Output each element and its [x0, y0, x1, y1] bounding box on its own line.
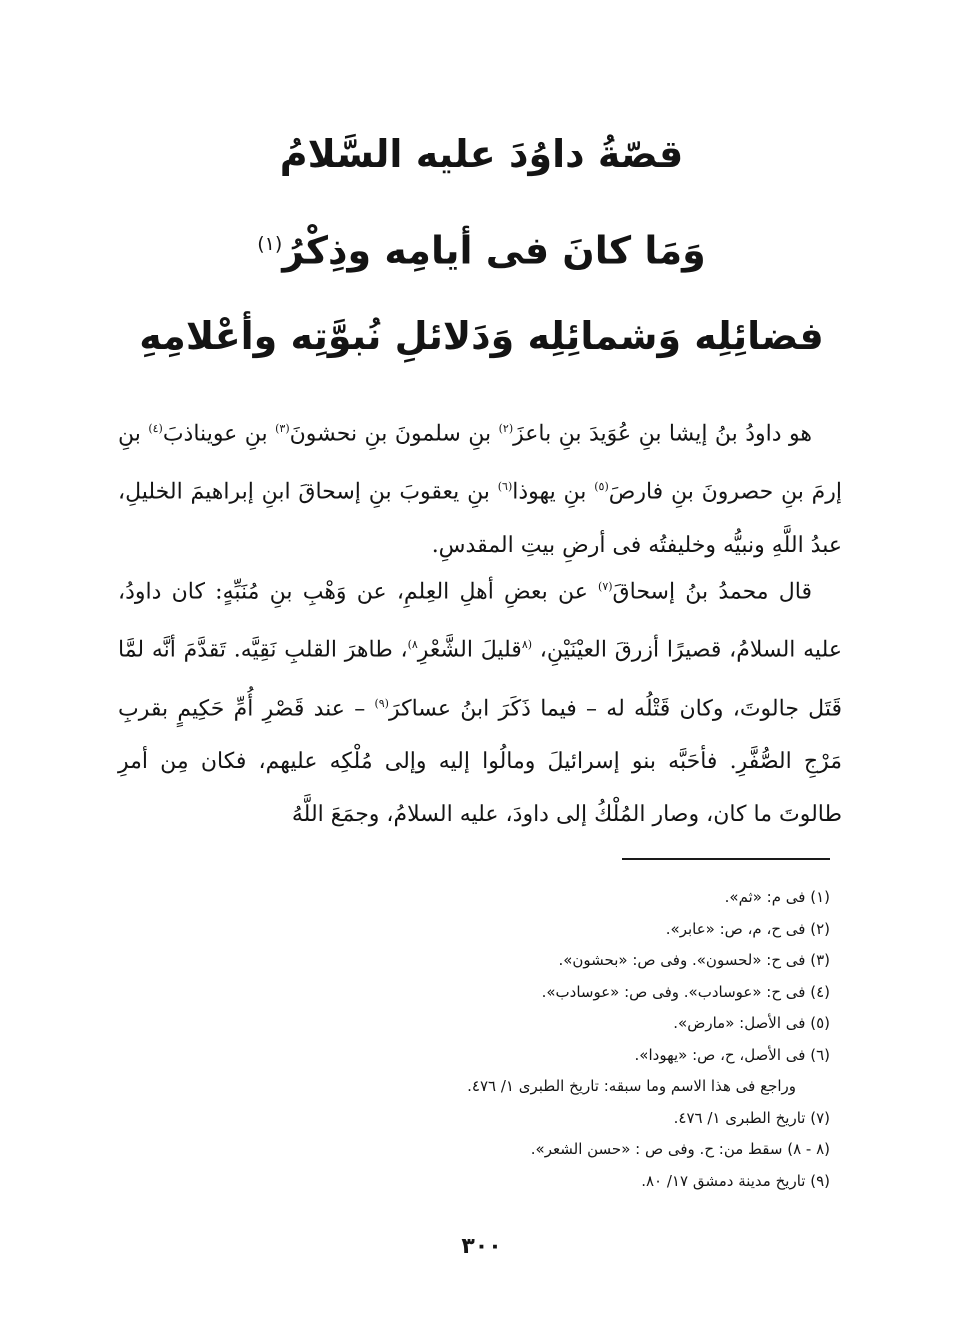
footnote-item: (٤) فى ح: «عوسادب». وفى ص: «عوسادب». [541, 982, 830, 1001]
paragraph-genealogy [118, 402, 842, 572]
chapter-subtitle-line-2 [0, 306, 963, 366]
chapter-subtitle-text: وَمَا كانَ فى أيامِه وذِكْرُ [282, 228, 706, 273]
footnotes [300, 882, 830, 1197]
footnote-divider [622, 858, 830, 860]
footnote-item: (٩) تاريخ مدينة دمشق ١٧/ ٨٠. [641, 1171, 830, 1190]
footnote-ref: (٣) [275, 422, 290, 435]
footnote-ref: ٨) [407, 638, 418, 652]
chapter-subtitle-text: فضائِلِه وَشمائِلِه وَدَلائلِ نُبوَّتِه وأعْلامِهِ [139, 314, 824, 358]
text-run: بنِ يعقوبَ بنِ إسحاقَ ابنِ إبراهيمَ الخليلِ، عبدُ اللَّهِ ونبيُّه وخليفتُه فى أرضِ بيتِ المقدسِ. [118, 479, 842, 558]
footnote-ref: (٨ [521, 638, 533, 652]
footnote-ref: (٩) [374, 696, 389, 710]
text-run: ، طاهرَ القلبِ نَقِيَّه. تَقدَّمَ أنَّه لمَّا قَتَل جالوتَ، وكان قَتْلُه له – فيما ذَكَرَ ابنُ عساكرَ [118, 637, 842, 721]
text-run: بنِ سلمونَ بنِ نحشونَ [289, 421, 499, 447]
footnote-item: (٣) فى ح: «لحسون». وفى ص: «بحشون». [558, 951, 830, 969]
footnote-item: (٢) فى ح، م، ص: «عابر». [665, 919, 830, 938]
footnote-ref: (٤) [148, 422, 163, 435]
chapter-title [0, 124, 963, 184]
footnote-item: (١) فى م: «ثم». [724, 888, 830, 906]
footnote-item: (٥) فى الأصل: «مارض». [673, 1014, 830, 1032]
footnote-ref: (٥) [594, 480, 609, 494]
page-number: ٣٠٠ [461, 1234, 502, 1259]
footnote-ref: (١) [257, 233, 283, 255]
text-run: قليلَ الشَّعْرِ [417, 637, 522, 663]
footnote-ref: (٦) [497, 480, 513, 494]
text-run: قال محمدُ بنُ إسحاقَ [612, 579, 812, 605]
text-run: بنِ عويناذبَ [162, 421, 276, 447]
text-run: عن بعضِ أهلِ العِلمِ، عن وَهْبِ بنِ مُنَبِّهٍ: كان داودُ، عليه السلامُ، قصيرًا أزرقَ العيْنَيْنِ، [118, 579, 842, 663]
footnote-ref: (٢) [498, 422, 514, 435]
footnote-item: (٦) فى الأصل، ح، ص: «يهودا». [634, 1045, 830, 1064]
text-run: هو داودُ بنُ إيشا بنِ عُوَيدَ بنِ باعزَ [513, 421, 812, 447]
text-run: بنِ يهوذا [512, 479, 595, 505]
chapter-title-text: قصّةُ داوُدَ عليه السَّلامُ [279, 132, 684, 176]
footnote-item: (٧) تاريخ الطبرى ١/ ٤٧٦. [673, 1108, 830, 1127]
paragraph-description [118, 560, 842, 841]
text-run: – عند قَصْرِ أُمِّ حَكِيمٍ بقربِ مَرْجِ الصُّفَّرِ. فأحَبَّه بنو إسرائيلَ ومالُوا إليه وإلى مُلْكِه عليهم، فكان مِن أمرِ طالوتَ ما كان، وصار المُلْكُ إلى داودَ، عليه السلامُ، وجمَعَ اللَّهُ [118, 695, 842, 827]
text-run: بنِ إرمَ بنِ حصرونَ بنِ فارصَ [118, 421, 842, 505]
footnote-ref: (٧) [598, 580, 613, 593]
footnote-continuation: وراجع فى هذا الاسم وما سبقه: تاريخ الطبرى ١/ ٤٧٦. [467, 1077, 796, 1095]
chapter-subtitle-line-1 [0, 214, 963, 281]
footnote-item: (٨ - ٨) سقط من: ح. وفى ص : «حسن الشعر». [530, 1140, 830, 1158]
